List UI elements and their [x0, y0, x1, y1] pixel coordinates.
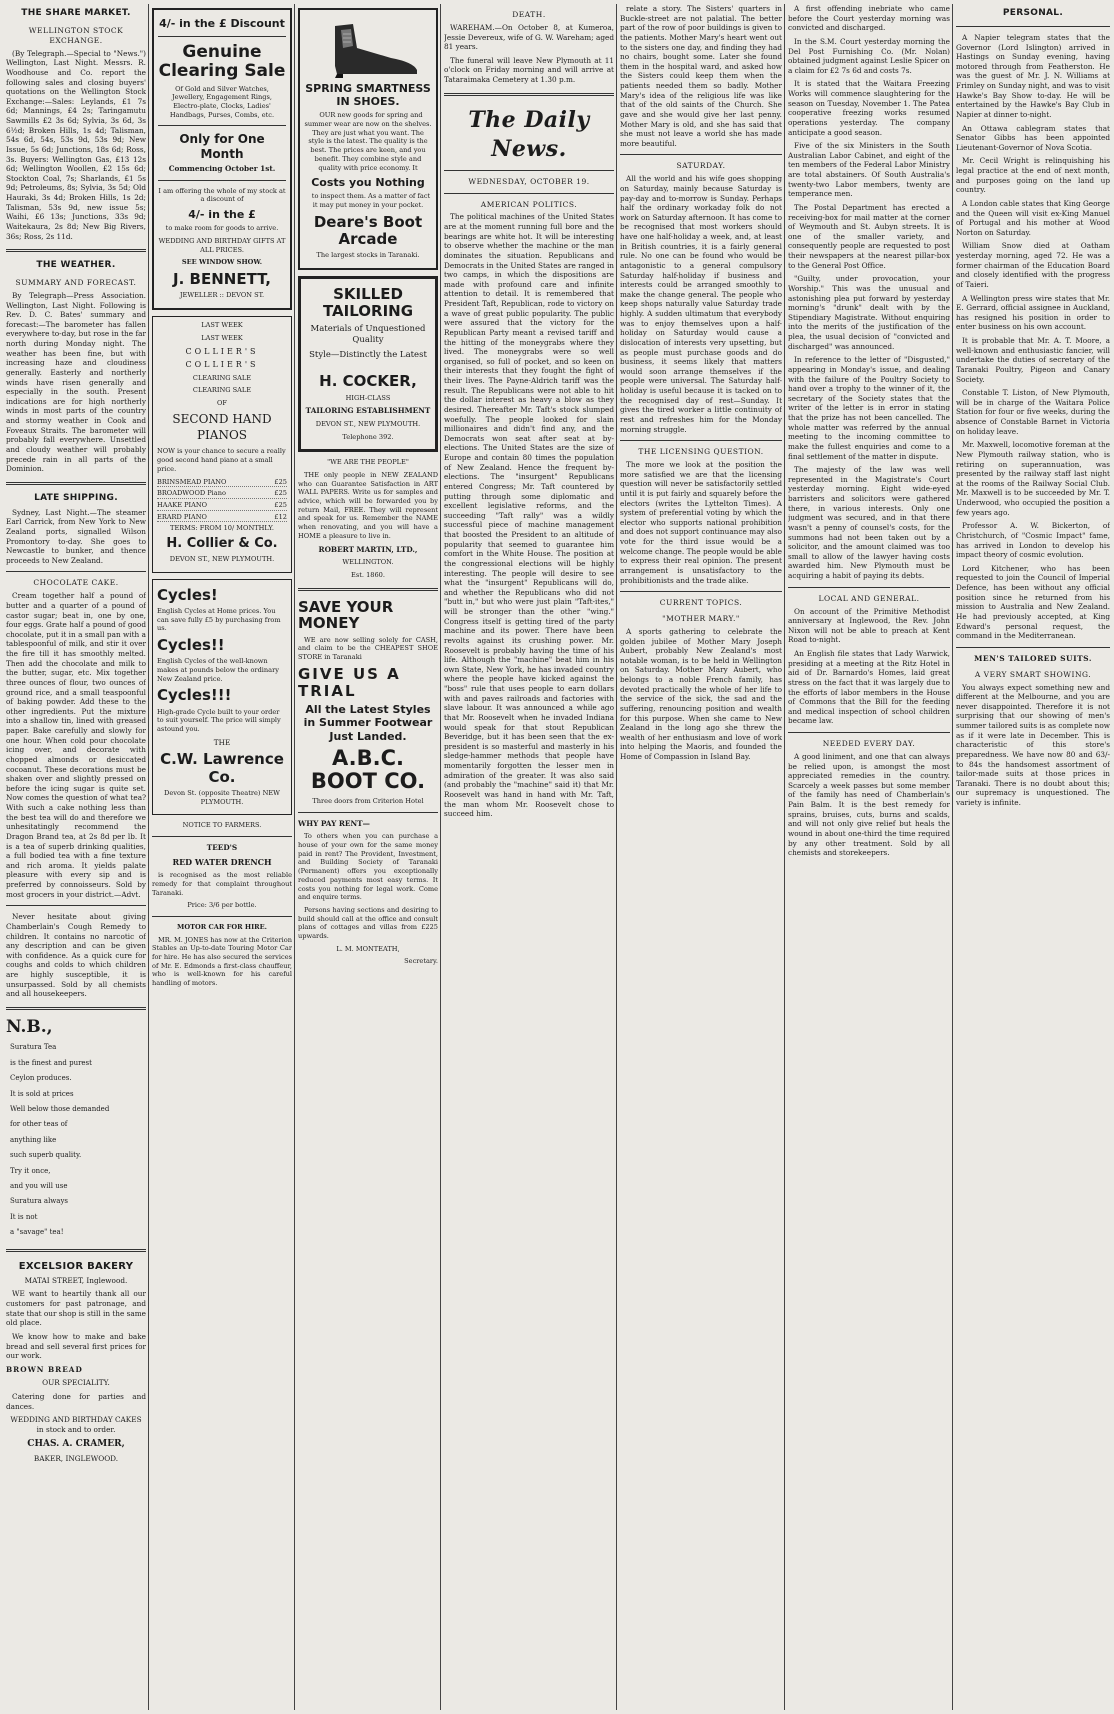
offering: I am offering the whole of my stock at a discount of [158, 186, 286, 204]
cycles-body-1: English Cycles at Home prices. You can save fully £5 by purchasing from us. [157, 606, 281, 633]
rent-heading: WHY PAY RENT— [298, 818, 370, 828]
piano-row [157, 501, 287, 511]
wedding-cakes: WEDDING AND BIRTHDAY CAKES in stock and to order. [10, 1415, 142, 1434]
bennett-advert [152, 8, 292, 310]
weather-body: By Telegraph—Press Association. Wellington, Last Night. Following is Rev. D. C. Bates' summary and forecast:—The barometer has fallen everywhere to-day, but rose in the far north during Monday night. The weather has been fine, but with increasing haze and cloudiness generally. Easterly and northerly winds have risen generally and especially in the south. Present indications are for high northerly winds in most parts of the country and stormy weather in Cook and Foveaux Straits. The barometer will probably fall everywhere. Unsettled and cloudy weather will probably precede rain in all parts of the Dominion. [6, 290, 146, 474]
news-item: In reference to the letter of "Disgusted," appearing in Monday's issue, and dealing with the failure of the Poultry Society to hand over a trophy to the winner of it, the secretary of the Society states that the writer of the letter is in error in stating that the prize has not been cancelled. The whole matter was referred by the annual meeting to the incoming committee to make the fullest enquiries and come to a final settlement of the matter in dispute. [788, 355, 950, 461]
spring-heading: SPRING SMARTNESS IN SHOES. [305, 82, 431, 109]
bennett-name: J. BENNETT, [173, 270, 271, 289]
suits-heading: MEN'S TAILORED SUITS. [974, 653, 1092, 663]
cycles-heading-1: Cycles! [157, 585, 218, 604]
commencing: Commencing October 1st. [168, 164, 276, 174]
suratura-verse [6, 1040, 146, 1240]
last-week: LAST WEEK [201, 321, 243, 330]
divider [444, 93, 614, 96]
divider [788, 587, 950, 588]
cycles-heading-3: Cycles!!! [157, 686, 232, 705]
piano-price: £25 [274, 489, 287, 498]
rent-body-2: Persons having sections and desiring to build should call at the office and consult plans of cottages and villas from £225 upwards. [298, 905, 438, 941]
verse-line: for other teas of [10, 1120, 68, 1129]
politics-body: The political machines of the United States are at the moment running full bore and the bearings are white hot. It will be interesting to observe whether the machine or the man dominates the situation. Republicans and Democrats in the United States are ranged in two camps, in which the dispositions are made with profound care and infinite attention to detail. It is remembered that President Taft, Republican, rode to victory on a wave of great public popularity. The public were assured that the victory for the Republican Party meant a revised tariff and the hitting of the moneygrabs where they lived. The moneygrabs were so well organised, so full of pocket, and so keen on their interests that they fought the fight of their lives. The Payne-Aldrich tariff was the result. The Republicans were not able to hit the dollar interest as heavy a blow as they desired. Thereafter Mr. Taft's stock slumped woefully. The people looked for slain millionaires and didn't find any, and the Democrats won seat after seat at by-elections. The United States are the size of Europe and contain 80 times the population of New Zealand. Hence the frequent by-elections. The "insurgent" Republicans entered Congress; Mr. Taft countered by putting through some diplomatic and excellent legislative reforms, and the succeeding "Taft rally" was a wildly successful piece of machine management that boosted the President to an altitude of popularity that seemed to guarantee him comfort in the White House. The position at the congressional elections will be highly interesting. The people will desire to see what the "insurgent" Republicans will do, and whether the Republicans who did not "butt in," but who were just plain "Taft-ites," will be stronger than the other "wing." Congress itself is getting tired of the party machine and its power. There have been revolts against its crushing power. Mr. Roosevelt is probably having the time of his life. Although the "machine" beat him in his own State, New York, he has invaded country where the people have kicked against the "boss" rule that uses people to earn dollars with and paves railroads and factories with slave labour. It was announced a while ago that Mr. Roosevelt when he invaded Indiana would speak for that stout Republican Beveridge, but it has been seen that the ex-president is so masterful and masterly in his sledge-hammer methods that people have momentarily forgotten the lesser men in admiration of the greater. It was also said (and probably the "machine" said it) that Mr. Roosevelt was hand in hand with Mr. Taft, the man whom Mr. Roosevelt chose to succeed him. [444, 212, 614, 819]
column-4 [444, 4, 614, 1710]
secretary: Secretary. [404, 957, 438, 966]
chamberlain-advert: Never hesitate about giving Chamberlain's Cough Remedy to children. It contains no narcotic of any description and can be given with confidence. As a quick cure for coughs and colds to which children are highly susceptible, it is unsurpassed. Sold by all chemists and all housekeepers. [6, 912, 146, 999]
cocker-name: H. COCKER, [319, 372, 417, 391]
verse-line: Try it once, [10, 1166, 51, 1175]
cake-body: Cream together half a pound of butter and a quarter of a pound of castor sugar; beat in, one by one, four eggs. Grate half a pound of good chocolate, put it in a small pan with a tablespoonful of milk, and stir it over the fire till it has smoothly melted. Then add the chocolate and milk to the butter, sugar, etc. Mix together three ounces of flour, two ounces of ground rice, and a small teaspoonful of baking powder. Add these to the other ingredients. Put the mixture into a shallow tin, lined with greased paper. Bake carefully and slowly for one hour. When cold pour chocolate icing over, and decorate with chopped almonds or desiccated cocoanut. These decorations must be shaken over and slightly pressed on before the icing sugar is quite set. Now comes the question of what tea? With such a cake nothing less than the best tea will do and therefore we unhesitatingly recommend the Dragon Brand tea, at 2s 8d per lb. It is a tea of superb drinking qualities, a full bodied tea with a fine texture and rich aroma. It yields palate pleasure with every sip and is preferred by connoisseurs. Sold by most grocers in your district.—Advt. [6, 591, 146, 899]
licensing-body: The more we look at the position the more satisfied we are that the licensing question will never be satisfactorily settled until it is put fairly and squarely before the electors (writes the Lyttelton Times). A system of preferential voting by which the elector who supports national prohibition and does not support continuance may also vote for the third issue would be a welcome change. The people would be able to express their real opinion. The present arrangement is unsatisfactory to the prohibitionists and the trade alike. [620, 460, 782, 585]
collier-advert [152, 316, 292, 573]
verse-line: and you will use [10, 1182, 68, 1190]
piano-name: HAAKE PIANO [157, 500, 208, 509]
abc-sub: Three doors from Criterion Hotel [312, 796, 424, 805]
lawrence-advert [152, 579, 292, 816]
clearing-sale: CLEARING SALE [192, 373, 252, 382]
saturday-heading: SATURDAY. [676, 161, 726, 171]
politics-heading: AMERICAN POLITICS. [480, 199, 578, 209]
piano-price: £12 [274, 512, 287, 521]
save-heading: SAVE YOUR MONEY [298, 597, 394, 633]
genuine-clearing-heading: Genuine Clearing Sale [158, 42, 286, 81]
martin-est: Est. 1860. [351, 570, 385, 579]
column-1 [6, 4, 146, 1710]
bakery-body: WE want to heartily thank all our customers for past patronage, and state that our shop is still in the same old place. [6, 1289, 146, 1328]
divider [788, 732, 950, 733]
licensing-heading: THE LICENSING QUESTION. [638, 447, 764, 457]
piano-row [157, 513, 287, 523]
abc-boot-name: A.B.C. BOOT CO. [310, 745, 426, 793]
divider [6, 905, 146, 906]
divider [956, 647, 1110, 648]
discount-heading: 4/- in the £ Discount [159, 17, 285, 30]
cocker-address: DEVON ST., NEW PLYMOUTH. [315, 419, 421, 428]
martin-name: ROBERT MARTIN, LTD., [318, 544, 418, 554]
colliers: COLLIER'S [185, 346, 259, 356]
divider [620, 440, 782, 441]
people-body: THE only people in NEW ZEALAND who can Guarantee Satisfaction in ART WALL PAPERS. Write us for samples and advice, which will be forwarded you by return Mail, FREE. They will represent and speak for us. Remember the NAME when renovating, and you will have a HOME a pleasure to live in. [298, 470, 438, 540]
column-rule [952, 4, 953, 1710]
personal-item: A Napier telegram states that the Governor (Lord Islington) arrived in Hastings on Sunday evening, having motored through from Featherston. He was the guest of Mr. J. N. Williams at Frimley on Sunday night, and was to visit Hawke's Bay Show to-day. He will be entertained by the Hawke's Bay Club in Napier at dinner to-night. [956, 32, 1110, 119]
goods-list: Of Gold and Silver Watches, Jewellery, Engagement Rings, Electro-plate, Clocks, Ladies' Handbags, Purses, Combs, etc. [169, 84, 275, 119]
suits-subheading: A VERY SMART SHOWING. [974, 669, 1092, 679]
farmers-notice: NOTICE TO FARMERS. [182, 821, 262, 830]
personal-heading: PERSONAL. [1002, 8, 1064, 18]
lawrence-name: C.W. Lawrence Co. [160, 750, 284, 786]
news-item: Five of the six Ministers in the South Australian Labor Cabinet, and eight of the ten members of the Federal Labor Ministry are total abstainers. Of South Australia's twenty-two Labor members, twenty are temperance men. [788, 141, 950, 199]
column-rule [616, 4, 617, 1710]
monteath-name: L. M. MONTEATH, [336, 944, 400, 953]
divider [6, 1007, 146, 1010]
divider [152, 836, 292, 837]
divider [444, 170, 614, 171]
news-item: The majesty of the law was well represented in the Magistrate's Court yesterday morning. Eight wide-eyed barristers and solicitors were gathered there, in various interests. Only one judgment was secured, and in that there wasn't a penny of counsel's costs, for the summons had not been taken out by a solicitor, and the amount claimed was too small to allow of the lawyer having costs awarded him. New Plymouth must be acquiring a habit of paying its debts. [788, 465, 950, 580]
drench-price: Price: 3/6 per bottle. [187, 901, 257, 910]
divider [158, 125, 286, 126]
divider [298, 812, 438, 813]
martin-city: WELLINGTON. [342, 558, 394, 567]
telephone: Telephone 392. [342, 432, 394, 441]
column-2 [152, 4, 292, 1710]
sisters-body: relate a story. The Sisters' quarters in Buckle-street are not palatial. The better part of the row of poor buildings is given to the patients. Mother Mary's heart went out to the sisters one day, and finding they had no chairs, bought some. Later she found them in the hospital ward, and asked how the Sisters could keep them when the patients needed them so badly. Mother Mary's idea of the religious life was like that of the old saints of the Church. She gave and she would give her last penny. Mother Mary is old, and she has said that she must not leave a world she has made more beautiful. [620, 4, 782, 148]
weather-heading: THE WEATHER. [36, 260, 116, 271]
column-rule [784, 4, 785, 1710]
teeds: TEED'S [206, 842, 238, 852]
cramer-sub: BAKER, INGLEWOOD. [33, 1454, 119, 1464]
topics-heading: CURRENT TOPICS. [659, 598, 743, 608]
personal-item: Constable T. Liston, of New Plymouth, will be in charge of the Waitara Police Station for four or five weeks, during the absence of Constable Barnet in Victoria on holiday leave. [956, 388, 1110, 436]
column-rule [440, 4, 441, 1710]
spring-body: OUR new goods for spring and summer wear are now on the shelves. They are just what you want. The style is the latest. The quality is the best. The prices are keen, and you benefit. They combine style and quality with price economy. It [304, 111, 432, 172]
column-7 [956, 4, 1110, 1710]
suits-body: You always expect something new and different at the Melbourne, and you are never disappointed. Therefore it is not surprising that our showing of men's summer tailored suits is as complete now as if it were late in December. This is characteristic of this store's preparedness. We have now 80 and 63/- to 84s the handsomest assortment of tailor-made suits at those prices in Taranaki. There is no doubt about this; our supremacy is unquestioned. The variety is infinite. [956, 682, 1110, 808]
share-market-subheading: WELLINGTON STOCK EXCHANGE. [28, 25, 124, 45]
pianos-intro: NOW is your chance to secure a really good second hand piano at a small price. [157, 447, 286, 473]
column-3 [298, 4, 438, 1710]
divider [298, 588, 438, 591]
column-rule [294, 4, 295, 1710]
death-heading: DEATH. [512, 10, 546, 19]
personal-item: Mr. Maxwell, locomotive foreman at the New Plymouth railway station, who is retiring on superannuation, was presented by the railway staff last night at the rooms of the Railway Social Club. Mr. Maxwell is to be succeeded by Mr. T. Underwood, who occupied the position a few years ago. [956, 440, 1110, 517]
clearing-sale: CLEARING SALE [192, 386, 252, 395]
personal-item: A London cable states that King George and the Queen will visit ex-King Manuel of Portugal and his mother at Wood Norton on Saturday. [956, 198, 1110, 237]
motor-body: MR. M. JONES has now at the Criterion Stables an Up-to-date Touring Motor Car for hire. He has also secured the services of Mr. E. Edmonds a first-class chauffeur, who is well-known for his careful handling of motors. [152, 935, 292, 988]
collier-address: DEVON ST., NEW PLYMOUTH. [169, 554, 275, 563]
verse-line: Ceylon produces. [10, 1074, 72, 1083]
divider [158, 36, 286, 37]
personal-item: Mr. Cecil Wright is relinquishing his legal practice at the end of next month, and purposes going on the land up country. [956, 156, 1110, 195]
bakery-heading: EXCELSIOR BAKERY [18, 1260, 134, 1272]
piano-row [157, 478, 287, 488]
drench-body: is recognised as the most reliable remedy for that complaint throughout Taranaki. [152, 871, 292, 897]
one-month-heading: Only for One Month [179, 132, 265, 161]
cramer-name: CHAS. A. CRAMER, [27, 1438, 125, 1449]
cycles-body-2: English Cycles of the well-known makes at pounds below the ordinary New Zealand price. [157, 657, 279, 683]
shipping-body: Sydney, Last Night.—The steamer Earl Carrick, from New York to New Zealand ports, signalled Wilson Promontory to-day. She goes to Newcastle to bunker, and thence proceeds to New Zealand. [6, 507, 146, 565]
divider [6, 249, 146, 252]
verse-line: anything like [10, 1135, 57, 1144]
room: to make room for goods to arrive. [165, 224, 279, 233]
catering: Catering done for parties and dances. [6, 1392, 146, 1411]
verse-line: Suratura Tea [10, 1043, 57, 1052]
cocker-advert [298, 276, 438, 452]
needed-body: A good liniment, and one that can always be relied upon, is amongst the most appreciated remedies in the country. Scarcely a week passes but some member of the family has need of Chamberlain's Pain Balm. It is the best remedy for sprains, bruises, cuts, burns and scalds, and will not only give relief but heals the wound in about one-third the time required by any other treatment. Sold by all chemists and storekeepers. [788, 751, 950, 858]
gifts: WEDDING AND BIRTHDAY GIFTS AT ALL PRICES. [158, 237, 286, 254]
divider [6, 571, 146, 572]
news-item: "Guilty, under provocation, your Worship." This was the unusual and astonishing plea put forward by yesterday morning's "drunk" dealt with by the Stipendiary Magistrate. Without enquiring into the merits of the justification of the plea, the usual decision of "convicted and discharged" was announced. [788, 274, 950, 351]
materials: Materials of Unquestioned Quality [310, 323, 426, 345]
trial-heading: GIVE US A TRIAL [298, 664, 401, 700]
costs-heading: Costs you Nothing [311, 176, 425, 190]
personal-item: Lord Kitchener, who has been requested to join the Council of Imperial Defence, has been without any official position since he returned from his mission to Australia and New Zealand. He had previously accepted, at King Edward's personal request, the command in the Mediterranean. [956, 563, 1110, 641]
divider [620, 154, 782, 155]
personal-item: William Snow died at Oatham yesterday morning, aged 72. He was a former chairman of the Education Board and closely identified with the progress of Taieri. [956, 241, 1110, 289]
verse-line: Suratura always [10, 1197, 69, 1206]
save-body: WE are now selling solely for CASH, and claim to be the CHEAPEST SHOE STORE in Taranaki [298, 635, 438, 661]
topics-body: A sports gathering to celebrate the golden jubilee of Mother Mary Joseph Aubert, probably New Zealand's most notable woman, is to be held in Wellington on Saturday. Mother Mary Aubert, who belongs to a noble French family, has devoted practically the whole of her life to the service of the sick, the sad and the suffering, renouncing position and wealth for this purpose. When she came to New Zealand in the long ago she threw the wealth of her enthusiasm and love of work into helping the Maoris, and founded the Home of Compassion in Island Bay. [620, 626, 782, 762]
news-item: A first offending inebriate who came before the Court yesterday morning was convicted and discharged. [788, 4, 950, 33]
verse-line: It is not [10, 1212, 38, 1221]
piano-price-list [157, 478, 287, 523]
verse-line: Well below those demanded [10, 1105, 110, 1114]
divider [956, 26, 1110, 27]
divider [152, 916, 292, 917]
boot-illustration [313, 18, 423, 78]
news-item: The Postal Department has erected a receiving-box for mail matter at the corner of Weymouth and St. Aubyn streets. It is one of the smaller variety, and consequently people are requested to post their newspapers at the nearest pillar-box to the General Post Office. [788, 202, 950, 270]
cycles-heading-2: Cycles!! [157, 636, 225, 655]
column-rule [148, 4, 149, 1710]
personal-item: Professor A. W. Bickerton, of Christchurch, of "Cosmic Impact" fame, has arrived in London to develop his impact theory of cosmic evolution. [956, 521, 1110, 560]
bakery-address: MATAI STREET, Inglewood. [24, 1275, 128, 1285]
of-label: OF [217, 399, 227, 408]
personal-item: A Wellington press wire states that Mr. E. Gerrard, official assignee in Auckland, has resigned his position in order to enter business on his own account. [956, 293, 1110, 332]
divider [6, 1249, 146, 1252]
rent-body: To others when you can purchase a house of your own for the same money paid in rent? The Provident, Investment, and Building Society of Taranaki (Permanent) offers you exceptionally reduced payments most easy terms. It costs you nothing for legal work. Come and enquire terms. [298, 832, 438, 902]
terms: TERMS: FROM 10/ MONTHLY. [170, 524, 274, 533]
verse-line: It is sold at prices [10, 1089, 74, 1098]
weather-subheading: SUMMARY AND FORECAST. [15, 278, 137, 288]
bennett-address: JEWELLER :: DEVON ST. [179, 291, 265, 300]
divider [444, 193, 614, 194]
share-market-body: (By Telegraph.—Special to "News.") Wellington, Last Night. Messrs. R. Woodhouse and Co. report the following sales and closing buyers' quotations on the Wellington Stock Exchange:—Sales: Leylands, £1 7s 6d; Mannings, £4 2s; Taringamutu Sawmills £2 3s 6d; Sylvia, 3s 6d, 3s 6½d; Broken Hills, 1s 4d; Talisman, 54s 6d, 54s, 53s 9d, 53s 9d; New Issue, 5s 6d; Junctions, 18s 6d; Ross, 3s. Buyers: Wellington Gas, £13 12s 6d; Wellington Woollen, £2 15s 6d; Stockton Coal, 7s; Sharlands, £1 5s 9d; Petroleums, 8s; Sylvia, 3s 5d; Old Hauraki, 3s 4d; Broken Hills, 1s 2d; Talisman, 53s 9d, new issue 5s; Waihi, £6 13s; Junctions, 33s 9d; Waitekaura, 2s 8d; New Big Rivers, 36s; Ross, 2s 11d. [6, 48, 146, 241]
piano-name: ERARD PIANO [157, 512, 207, 521]
news-item: It is stated that the Waitara Freezing Works will commence slaughtering for the season on Tuesday, November 1. The Patea cooperative freezing works resumed operations yesterday. The company anticipate a good season. [788, 79, 950, 137]
share-market-heading: THE SHARE MARKET. [21, 8, 131, 18]
piano-price: £25 [274, 500, 287, 509]
personal-item: An Ottawa cablegram states that Senator Gibbs has been appointed Lieutenant-Governor of Nova Scotia. [956, 123, 1110, 152]
masthead: The Daily News. [468, 106, 590, 162]
news-item: An English file states that Lady Warwick, presiding at a meeting at the Ritz Hotel in aid of Dr. Barnardo's Homes, laid great stress on the fact that it was largely due to the efforts of labor members in the House of Commons that the Bill for the feeding and medical inspection of school children became law. [788, 649, 950, 726]
piano-name: BRINSMEAD PIANO [157, 477, 227, 486]
skilled-heading: SKILLED TAILORING [322, 285, 414, 321]
news-item: On account of the Primitive Methodist anniversary at Inglewood, the Rev. John Nixon will not be able to preach at Kent Road to-night. [788, 606, 950, 645]
deare-name: Deare's Boot Arcade [313, 212, 423, 249]
news-item: In the S.M. Court yesterday morning the Del Post Furnishing Co. (Mr. Nolan) obtained judgment against Leslie Spicer on a claim for £2 7s 6d and costs 7s. [788, 36, 950, 75]
verse-line: a "savage" tea! [10, 1228, 64, 1237]
topics-subheading: "MOTHER MARY." [662, 614, 740, 624]
latest-styles: All the Latest Styles in Summer Footwear Just Landed. [303, 703, 433, 743]
high-class: HIGH-CLASS [345, 393, 391, 402]
cycles-body-3: High-grade Cycle built to your order to suit yourself. The price will simply astound you. [157, 707, 281, 734]
collier-name: H. Collier & Co. [166, 536, 278, 552]
divider [158, 180, 286, 181]
verse-line: such superb quality. [10, 1151, 82, 1160]
needed-heading: NEEDED EVERY DAY. [822, 739, 916, 749]
cake-heading: CHOCOLATE CAKE. [33, 578, 119, 588]
tailoring-establishment: TAILORING ESTABLISHMENT [305, 406, 431, 416]
motor-heading: MOTOR CAR FOR HIRE. [177, 922, 267, 931]
divider [6, 482, 146, 485]
personal-item: It is probable that Mr. A. T. Moore, a well-known and enthusiastic fancier, will undertake the duties of secretary of the Taranaki Poultry, Pigeon and Canary Society. [956, 336, 1110, 384]
column-6 [788, 4, 950, 1710]
brown-bread: BROWN BREAD [6, 1364, 83, 1374]
people-heading: "WE ARE THE PEOPLE" [327, 458, 409, 467]
piano-row [157, 489, 287, 499]
bakery-body-2: We know how to make and bake bread and sell several first prices for our work. [6, 1331, 146, 1361]
nb-heading: N.B., [6, 1016, 53, 1037]
piano-price: £25 [274, 477, 287, 486]
the-label: THE [213, 737, 231, 747]
column-5 [620, 4, 782, 1710]
deare-advert [298, 8, 438, 270]
lawrence-address: Devon St. (opposite Theatre) NEW PLYMOUTH. [164, 788, 280, 806]
window-show: SEE WINDOW SHOW. [181, 258, 263, 267]
saturday-body: All the world and his wife goes shopping on Saturday, mainly because Saturday is pay-day and to-morrow is Sunday. Perhaps half the ordinary workaday folk do not work on Saturday afternoon. It has come to be recognised that most workers should have one half-holiday a week, and, at least in British countries, it is a fairly general rule. No one can be found who would be antagonistic to a general compulsory Saturday half-holiday if business and interests could be arranged smoothly to make the change general. The people who keep shops naturally value Saturday trade highly. A sudden ultimatum that everybody was to enjoy themselves upon a half-holiday on Saturday would cause a dislocation of interests very upsetting, but as people must purchase goods and do business, it seems likely that matters would soon arrange themselves if the people were universal. The Saturday half-holiday is useful because it is tacked on to the recognised day of rest—Sunday. It gives the tired worker a little continuity of rest and refreshes him for the Monday morning struggle. [620, 174, 782, 434]
second-hand-pianos: SECOND HAND PIANOS [172, 411, 272, 442]
date-line: WEDNESDAY, OCTOBER 19. [468, 176, 590, 186]
style: Style—Distinctly the Latest [309, 350, 427, 361]
deare-sub: The largest stocks in Taranaki. [316, 251, 420, 260]
piano-name: BROADWOOD Piano [157, 489, 226, 498]
colliers: COLLIER'S [185, 360, 259, 370]
last-week: LAST WEEK [201, 333, 243, 342]
verse-line: is the finest and purest [10, 1058, 92, 1067]
shipping-heading: LATE SHIPPING. [34, 492, 118, 503]
funeral-notice: The funeral will leave New Plymouth at 11 o'clock on Friday morning and will arrive at Tataraimaka Cemetery at 1.30 p.m. [444, 55, 614, 85]
four-shillings: 4/- in the £ [188, 208, 256, 222]
speciality: OUR SPECIALITY. [42, 1378, 110, 1388]
drench-heading: RED WATER DRENCH [172, 856, 272, 867]
divider [620, 591, 782, 592]
costs-body: to inspect them. As a matter of fact it may put money in your pocket. [311, 192, 431, 210]
local-heading: LOCAL AND GENERAL. [818, 593, 920, 603]
death-notice: WAREHAM.—On October 8, at Kumeroa, Jessie Devereux, wife of G. W. Wareham; aged 81 years. [444, 22, 614, 52]
